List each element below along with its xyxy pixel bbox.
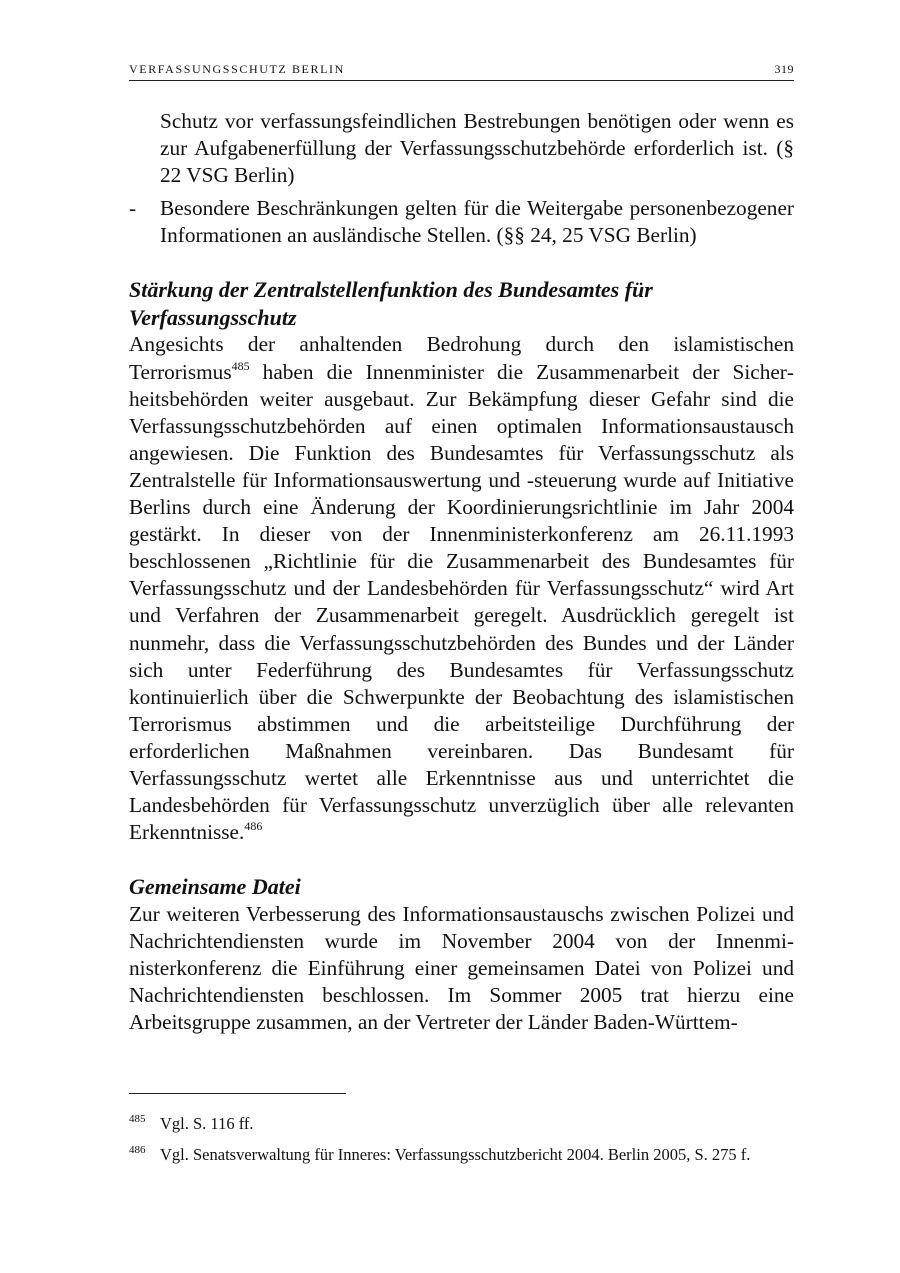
footnote-number: 486 [129, 1144, 146, 1156]
paragraph-text-part1: Angesichts der anhaltenden Bedrohung durch den islamistischen Terrorismus [129, 332, 794, 384]
page-number: 319 [774, 62, 794, 76]
list-marker: - [129, 196, 137, 221]
footnote-485 [129, 1113, 794, 1134]
main-text [129, 108, 794, 1036]
list-item [129, 195, 794, 249]
section-paragraph-gemeinsame-datei: Zur weiteren Verbesserung des Informationsaustauschs zwischen Polizei und Nachrichtendiensten wurde im November 2004 von der Innenministerkonferenz die Einführung einer gemeinsamen Datei von Polizei und Nachrichtendiensten beschlossen. Im Sommer 2005 trat hierzu eine Arbeitsgruppe zusammen, an der Vertreter der Länder Baden-Württem- [129, 901, 794, 1035]
footnote-number: 485 [129, 1113, 146, 1125]
footnote-ref-485[interactable]: 485 [231, 358, 250, 373]
footnote-ref-486[interactable]: 486 [244, 819, 263, 834]
section-heading-zentralstelle: Stärkung der Zentralstellenfunktion des Bundesamtes für Verfassungsschutz [129, 277, 653, 330]
paragraph-text-part2: haben die Innenminister die Zusammenarbeit der Sicherheitsbehörden weiter ausgebaut. Zur Bekämpfung dieser Gefahr sind die Verfassungsschutzbehörden auf einen optimalen Informationsaustausch angewiesen. Die Funktion des Bundesamtes für Verfassungsschutz als Zentralstelle für Informationsauswertung und -steuerung wurde auf Initiative Berlins durch eine Änderung der Koordinierungsrichtlinie im Jahr 2004 gestärkt. In dieser von der Innenministerkonferenz am 26.11.1993 beschlossenen „Richtlinie für die Zusammenarbeit des Bundesamtes für Verfassungsschutz und der Landesbehörden für Verfassungsschutz“ wird Art und Verfahren der Zusammenarbeit geregelt. Ausdrücklich geregelt ist nunmehr, dass die Verfassungsschutzbehörden des Bundes und der Länder sich unter Federführung des Bundesamtes für Verfassungsschutz kontinuierlich über die Schwerpunkte der Beobachtung des islamistischen Terrorismus abstimmen und die arbeitsteilige Durchführung der erforderlichen Maßnahmen vereinbaren. Das Bundesamt für Verfassungsschutz wertet alle Erkenntnisse aus und unterrichtet die Landesbehörden für Verfassungsschutz unverzüglich über alle relevanten Erkenntnisse. [129, 359, 794, 845]
running-title: VERFASSUNGSSCHUTZ BERLIN [129, 62, 345, 76]
running-header [129, 62, 794, 81]
footnote-text: Vgl. S. 116 ff. [160, 1114, 254, 1133]
footnote-text: Vgl. Senatsverwaltung für Inneres: Verfassungsschutzbericht 2004. Berlin 2005, S. 275 f. [160, 1145, 751, 1164]
section-paragraph-zentralstelle [129, 331, 794, 846]
section-heading-gemeinsame-datei: Gemeinsame Datei [129, 874, 301, 900]
continued-paragraph: Schutz vor verfassungsfeindlichen Bestrebungen benötigen oder wenn es zur Aufgabenerfüllung der Verfassungsschutzbehörde erforderlich ist. (§ 22 VSG Berlin) [160, 109, 794, 188]
footnote-separator [129, 1093, 346, 1094]
footnote-486 [129, 1144, 794, 1165]
list-item-text: Besondere Beschränkungen gelten für die Weitergabe personenbezogener Informationen an ausländische Stellen. (§§ 24, 25 VSG Berlin) [160, 196, 794, 248]
